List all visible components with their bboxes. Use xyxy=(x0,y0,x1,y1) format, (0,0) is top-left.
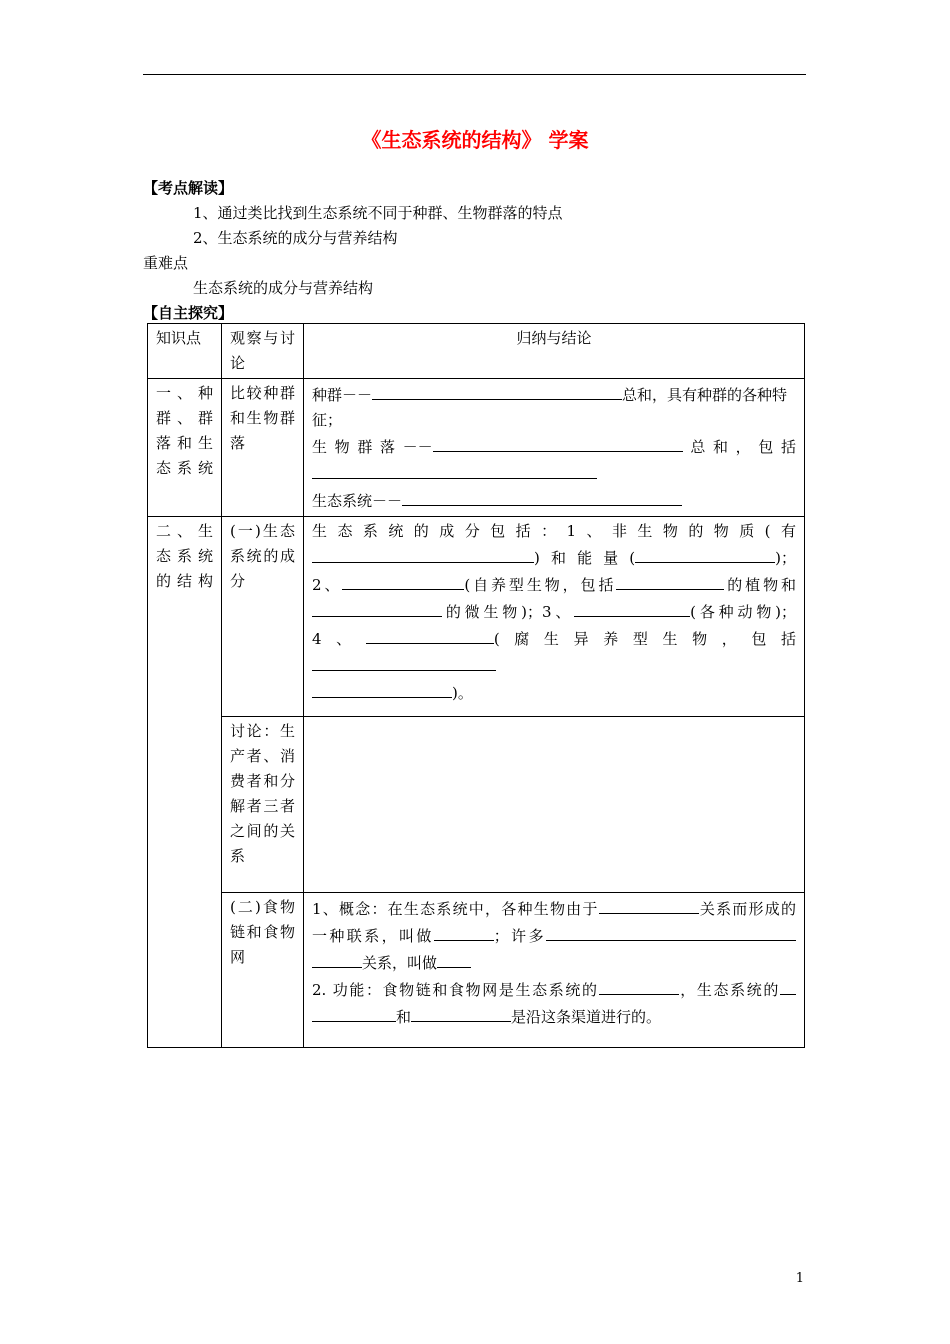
components-line-4: 的微生物)；3、 (各种动物)； xyxy=(312,598,796,625)
row1-line-community: 生物群落－－ 总和，包括 xyxy=(312,433,796,460)
row1-line-community-blank xyxy=(312,460,796,487)
row1-observation: 比较种群和生物群落 xyxy=(222,379,304,517)
header-observe-discuss: 观察与讨论 xyxy=(222,324,304,379)
row1-conclusion xyxy=(304,379,805,517)
row4-observation: (二)食物链和食物网 xyxy=(222,893,304,1048)
key-points-label: 重难点 xyxy=(143,254,189,272)
components-line-3: 2、 (自养型生物，包括 的植物和 xyxy=(312,571,796,598)
fill-blank[interactable] xyxy=(574,598,690,617)
fill-blank[interactable] xyxy=(312,679,452,698)
components-line-2: )和能量( )； xyxy=(312,544,796,571)
components-line-1: 生态系统的成分包括：1、非生物的物质(有 xyxy=(312,522,796,540)
row1-line-ecosystem: 生态系统－－ xyxy=(312,487,796,514)
food-chain-line-1: 1、概念：在生态系统中，各种生物由于 关系而形成的 xyxy=(312,895,796,922)
study-table xyxy=(147,323,805,1048)
food-chain-line-2: 一种联系，叫做 ；许多 xyxy=(312,922,796,949)
fill-blank[interactable] xyxy=(434,922,494,941)
components-line-7: )。 xyxy=(312,679,796,706)
food-chain-line-3: 关系，叫做 xyxy=(312,949,796,976)
row1-topic: 一、种群、群落和生态系统 xyxy=(148,379,222,517)
table-row xyxy=(148,517,805,717)
page-number: 1 xyxy=(795,1271,804,1286)
row1-line-population: 种群－－ 总和，具有种群的各种特征； xyxy=(312,381,796,433)
table-row xyxy=(148,717,805,893)
fill-blank[interactable] xyxy=(780,976,796,995)
fill-blank[interactable] xyxy=(312,1003,396,1022)
row3-observation: 讨论：生产者、消费者和分解者三者之间的关系 xyxy=(222,717,304,893)
fill-blank[interactable] xyxy=(437,949,471,968)
food-chain-line-4: 2. 功能：食物链和食物网是生态系统的 ，生态系统的 xyxy=(312,976,796,1003)
section-heading-exam-points: 【考点解读】 xyxy=(143,179,234,197)
table-row xyxy=(148,379,805,517)
header-rule xyxy=(143,74,806,75)
food-chain-line-5: 和 是沿这条渠道进行的。 xyxy=(312,1003,796,1030)
fill-blank[interactable] xyxy=(312,544,534,563)
fill-blank[interactable] xyxy=(342,571,464,590)
fill-blank[interactable] xyxy=(312,949,362,968)
fill-blank[interactable] xyxy=(433,433,683,452)
fill-blank[interactable] xyxy=(635,544,775,563)
fill-blank[interactable] xyxy=(411,1003,511,1022)
fill-blank[interactable] xyxy=(312,460,597,479)
fill-blank[interactable] xyxy=(372,381,622,400)
fill-blank[interactable] xyxy=(616,571,724,590)
header-conclusion: 归纳与结论 xyxy=(304,324,805,379)
components-line-6 xyxy=(312,652,796,679)
fill-blank[interactable] xyxy=(312,652,496,671)
fill-blank[interactable] xyxy=(366,625,494,644)
section-heading-self-study: 【自主探究】 xyxy=(143,304,234,322)
fill-blank[interactable] xyxy=(312,598,442,617)
fill-blank[interactable] xyxy=(402,487,682,506)
row4-conclusion xyxy=(304,893,805,1048)
row2-conclusion xyxy=(304,517,805,717)
exam-point-1: 1、通过类比找到生态系统不同于种群、生物群落的特点 xyxy=(193,204,563,222)
row3-conclusion-empty[interactable] xyxy=(304,717,805,893)
table-row xyxy=(148,893,805,1048)
row2-topic: 二、生态系统的结构 xyxy=(148,517,222,1048)
components-line-5: 4、 (腐生异养型生物，包括 xyxy=(312,625,796,652)
exam-point-2: 2、生态系统的成分与营养结构 xyxy=(193,229,398,247)
fill-blank[interactable] xyxy=(546,922,796,941)
header-knowledge-point: 知识点 xyxy=(148,324,222,379)
table-header-row xyxy=(148,324,805,379)
document-title: 《生态系统的结构》 学案 xyxy=(361,128,589,152)
fill-blank[interactable] xyxy=(599,976,679,995)
fill-blank[interactable] xyxy=(599,895,699,914)
key-points-content: 生态系统的成分与营养结构 xyxy=(193,279,374,297)
row2-observation: (一)生态系统的成分 xyxy=(222,517,304,717)
